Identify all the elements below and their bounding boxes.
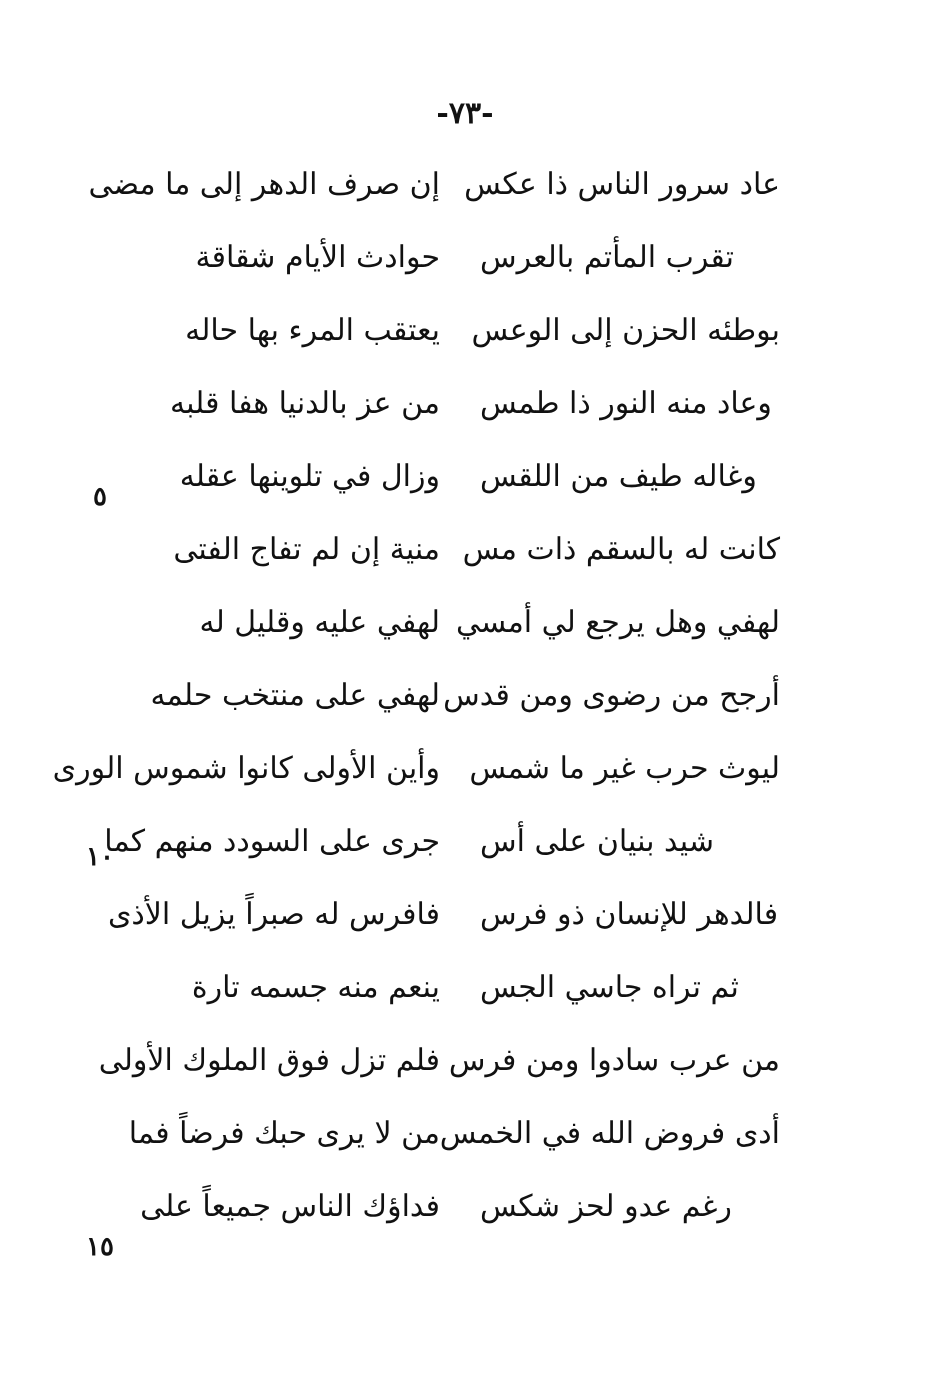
verse-second-hemistich: أرجح من رضوى ومن قدس (443, 678, 780, 713)
verse-first-hemistich: لهفي عليه وقليل له (199, 605, 440, 640)
margin-line-number: ٥ (93, 482, 107, 512)
verse-first-hemistich: فداؤك الناس جميعاً على (140, 1189, 440, 1224)
verse-second-hemistich: فالدهر للإنسان ذو فرس (480, 897, 779, 932)
verse (104, 805, 780, 878)
verse (88, 148, 780, 221)
verse (140, 294, 780, 367)
verse (128, 1097, 780, 1170)
verse-first-hemistich: فافرس له صبراً يزيل الأذى (107, 897, 440, 932)
verse (52, 732, 780, 805)
verse-second-hemistich: وعاد منه النور ذا طمس (480, 386, 772, 421)
verse-second-hemistich: وغاله طيف من اللقس (480, 459, 757, 494)
verse-second-hemistich: شيد بنيان على أس (480, 824, 714, 859)
verse-first-hemistich: فلم تزل فوق الملوك الأولى (98, 1043, 440, 1078)
verse-second-hemistich: لهفي وهل يرجع لي أمسي (455, 605, 780, 640)
verse-first-hemistich: وأين الأولى كانوا شموس الورى (52, 751, 440, 786)
verse-second-hemistich: تقرب المأتم بالعرس (480, 240, 734, 275)
verse (140, 440, 780, 513)
verse-second-hemistich: ثم تراه جاسي الجس (480, 970, 739, 1005)
margin-line-number: ١٥ (86, 1232, 114, 1262)
verse-first-hemistich: من عز بالدنيا هفا قلبه (170, 386, 440, 421)
verse-first-hemistich: حوادث الأيام شقاقة (195, 240, 440, 275)
page-number: -٧٣- (436, 96, 494, 131)
verse (140, 951, 780, 1024)
verse (140, 221, 780, 294)
verse-second-hemistich: عاد سرور الناس ذا عكس (464, 167, 780, 202)
verse (107, 878, 780, 951)
verse (98, 1024, 780, 1097)
verse (140, 659, 780, 732)
verse-second-hemistich: ليوث حرب غير ما شمس (469, 751, 780, 786)
verse (140, 586, 780, 659)
verse-first-hemistich: لهفي على منتخب حلمه (150, 678, 440, 713)
verse-second-hemistich: رغم عدو لحز شكس (480, 1189, 732, 1224)
verse-second-hemistich: كانت له بالسقم ذات مس (462, 532, 780, 567)
verse-first-hemistich: إن صرف الدهر إلى ما مضى (88, 167, 440, 202)
verse-first-hemistich: جرى على السودد منهم كما (104, 824, 440, 859)
verse-first-hemistich: من لا يرى حبك فرضاً فما (128, 1116, 440, 1151)
verse-first-hemistich: منية إن لم تفاج الفتى (173, 532, 440, 567)
verse-second-hemistich: من عرب سادوا ومن فرس (448, 1043, 780, 1078)
verse-first-hemistich: وزال في تلوينها عقله (179, 459, 440, 494)
verse-second-hemistich: أدى فروض الله في الخمس (439, 1116, 780, 1151)
verse (140, 367, 780, 440)
verse-second-hemistich: بوطئه الحزن إلى الوعس (471, 313, 780, 348)
verse-first-hemistich: ينعم منه جسمه تارة (191, 970, 440, 1005)
verse-first-hemistich: يعتقب المرء بها حاله (185, 313, 440, 348)
verse (140, 1170, 780, 1243)
verse (140, 513, 780, 586)
margin-line-number: ١٠ (86, 842, 114, 872)
